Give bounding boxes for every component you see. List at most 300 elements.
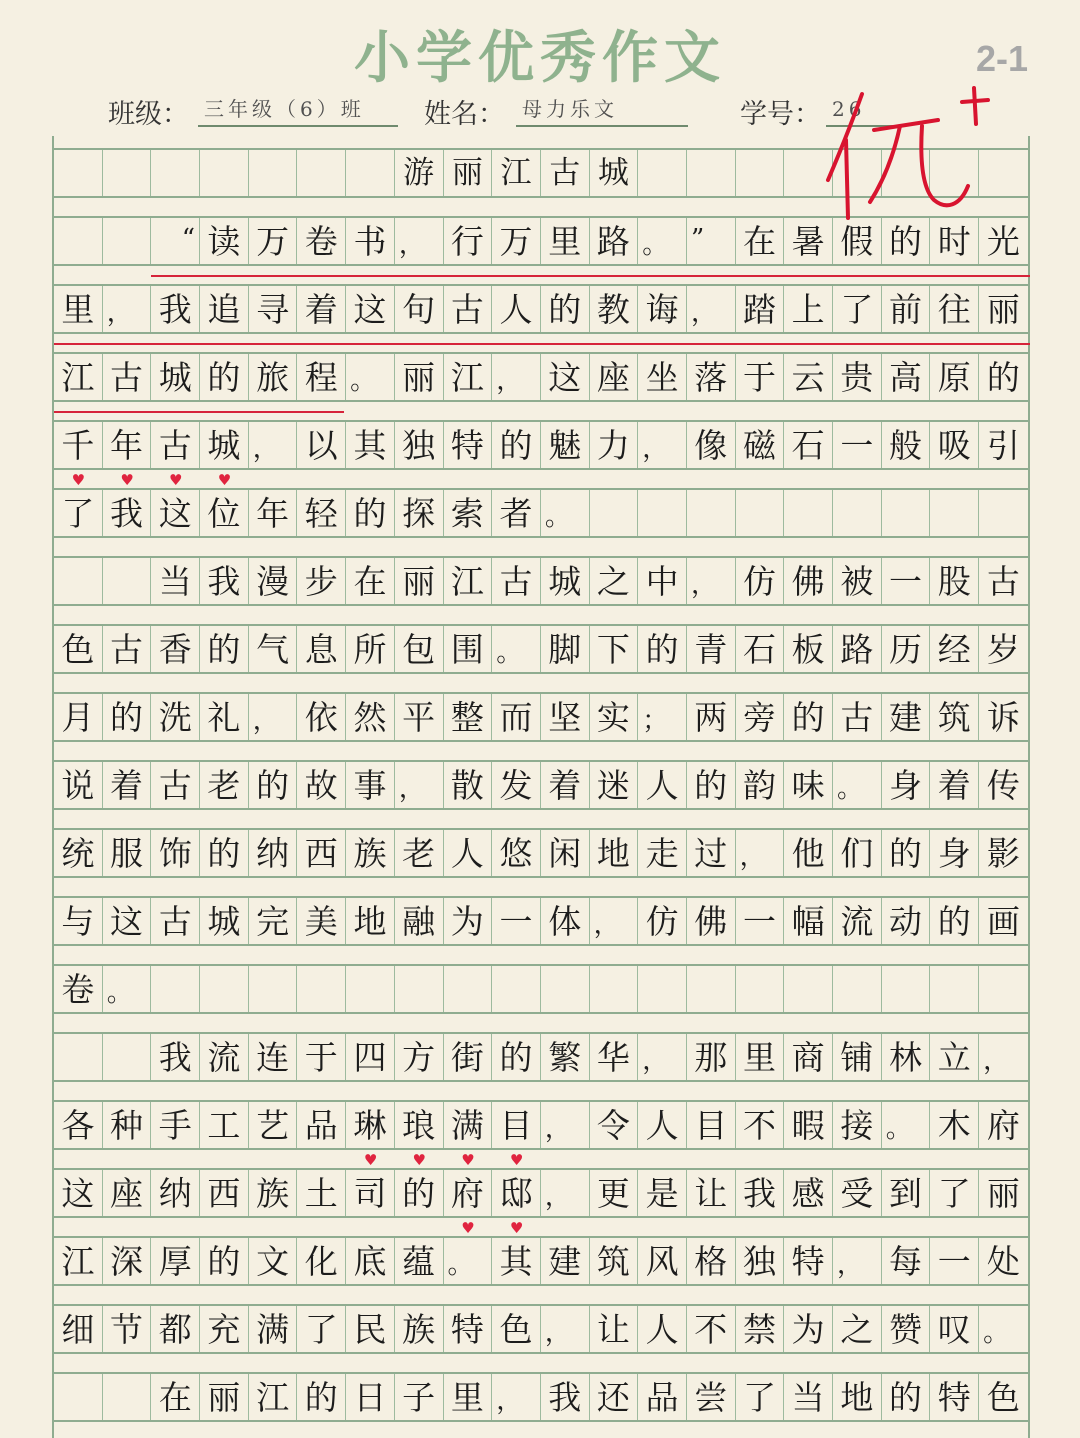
grid-char: 。 <box>444 1238 493 1284</box>
grid-char: 实 <box>590 694 639 740</box>
grid-char: 历 <box>882 626 931 672</box>
grid-cell <box>103 1034 152 1080</box>
grid-char: 之 <box>833 1306 882 1352</box>
grid-char: 城 <box>151 354 200 400</box>
grid-char: 色 <box>986 1377 1020 1417</box>
grid-char: ” <box>687 218 736 264</box>
grid-char: 岁 <box>986 629 1020 669</box>
grid-char: 丽 <box>395 558 444 604</box>
grid-char: 风 <box>638 1238 687 1284</box>
class-label: 班级： <box>108 99 189 130</box>
grid-char: 的 <box>638 626 687 672</box>
grid-char: 铺 <box>833 1034 882 1080</box>
grid-char: 族 <box>346 830 395 876</box>
grid-char: 的 <box>200 1238 249 1284</box>
grid-char: 其 <box>346 422 395 468</box>
grid-char: 教 <box>590 286 639 332</box>
grid-char: 坐 <box>638 354 687 400</box>
grid-char: 整 <box>444 694 493 740</box>
grid-char: 围 <box>444 626 493 672</box>
grid-cell <box>200 966 249 1012</box>
grid-char: 在 <box>736 218 785 264</box>
grid-cell <box>103 1374 152 1420</box>
grid-char: 我 <box>541 1374 590 1420</box>
grid-char: 这 <box>103 898 152 944</box>
grid-char: 踏 <box>736 286 785 332</box>
grid-char: ， <box>638 422 687 468</box>
grid-char: 的 <box>930 898 979 944</box>
grid-char: 万 <box>249 218 298 264</box>
grid-char: 江 <box>444 354 493 400</box>
grid-char: 走 <box>638 830 687 876</box>
grid-cell <box>687 966 736 1012</box>
grid-char: 漫 <box>249 558 298 604</box>
grid-cell <box>346 966 395 1012</box>
grid-char: ， <box>687 558 736 604</box>
grid-char: 青 <box>687 626 736 672</box>
grid-char: 在 <box>346 558 395 604</box>
grid-char: 饰 <box>151 830 200 876</box>
grid-char: ， <box>395 218 444 264</box>
grid-char: 那 <box>687 1034 736 1080</box>
grid-cell <box>687 150 736 196</box>
grid-char: 卷 <box>297 218 346 264</box>
grid-cell <box>54 218 103 264</box>
grid-char: 所 <box>346 626 395 672</box>
grid-char: 江 <box>54 354 103 400</box>
grid-char: 尝 <box>687 1374 736 1420</box>
grid-char: 座 <box>590 354 639 400</box>
grid-char: ， <box>590 898 639 944</box>
grid-char: 特 <box>784 1238 833 1284</box>
grid-char: 了 <box>736 1374 785 1420</box>
student-id-label: 学号： <box>740 99 821 130</box>
grid-char: 筑 <box>930 694 979 740</box>
grid-cell <box>687 490 736 536</box>
grid-char: 人 <box>444 830 493 876</box>
grid-cell <box>882 490 931 536</box>
grid-char: 独 <box>736 1238 785 1284</box>
grade-mark-excellent-plus <box>822 82 1002 222</box>
grid-char: 古 <box>151 898 200 944</box>
grid-cell <box>297 150 346 196</box>
grid-char: 独 <box>395 422 444 468</box>
grid-char: 不 <box>687 1306 736 1352</box>
heart-mark-icon: ♥ <box>363 1151 378 1169</box>
essay-line <box>54 420 1028 470</box>
grid-char: 了 <box>833 286 882 332</box>
grid-char: 色 <box>492 1306 541 1352</box>
grid-char: 为 <box>444 898 493 944</box>
grid-char: 江 <box>444 558 493 604</box>
grid-char: ， <box>492 354 541 400</box>
grid-char: 寻 <box>249 286 298 332</box>
grid-char: 地 <box>833 1374 882 1420</box>
grid-char: 身 <box>930 830 979 876</box>
grid-char: 云 <box>784 354 833 400</box>
grid-char: 古 <box>103 354 152 400</box>
grid-cell <box>784 966 833 1012</box>
grid-char: 这 <box>54 1170 103 1216</box>
grid-char: 的 <box>687 762 736 808</box>
grid-char: 里 <box>444 1374 493 1420</box>
grid-cell <box>54 1374 103 1420</box>
grid-char: 步 <box>297 558 346 604</box>
grid-char: 仿 <box>736 558 785 604</box>
grid-char: 们 <box>833 830 882 876</box>
grid-char: 坚 <box>541 694 590 740</box>
essay-line <box>54 1304 1028 1354</box>
grid-char: 旅 <box>249 354 298 400</box>
grid-char: 我 <box>151 286 200 332</box>
grid-char: ， <box>983 1046 1010 1076</box>
grid-char: 像 <box>687 422 736 468</box>
grid-char: 。 <box>983 1318 1010 1348</box>
grid-char: 地 <box>590 830 639 876</box>
grid-char: 老 <box>200 762 249 808</box>
grid-char: 这 <box>151 490 200 536</box>
essay-line <box>54 352 1028 402</box>
grid-char: ； <box>638 694 687 740</box>
grid-char: 都 <box>151 1306 200 1352</box>
grid-char: 了 <box>930 1170 979 1216</box>
grid-char: 探 <box>395 490 444 536</box>
grid-cell <box>249 150 298 196</box>
grid-char: 纳 <box>151 1170 200 1216</box>
grid-char: 者 <box>492 490 541 536</box>
grid-char: 琅 <box>395 1102 444 1148</box>
grid-char: 仿 <box>638 898 687 944</box>
grid-char: 特 <box>930 1374 979 1420</box>
grid-char: 品 <box>638 1374 687 1420</box>
grid-char: ， <box>541 1102 590 1148</box>
grid-char: 经 <box>930 626 979 672</box>
grid-cell <box>930 966 979 1012</box>
grid-char: ， <box>541 1306 590 1352</box>
grid-cell <box>54 558 103 604</box>
grid-char: 于 <box>297 1034 346 1080</box>
grid-char: 每 <box>882 1238 931 1284</box>
grid-char: 格 <box>687 1238 736 1284</box>
grid-char: 卷 <box>54 966 103 1012</box>
grid-char: 着 <box>930 762 979 808</box>
grid-char: 前 <box>882 286 931 332</box>
grid-cell <box>736 490 785 536</box>
grid-char: 古 <box>541 150 590 196</box>
grid-char: 一 <box>833 422 882 468</box>
grid-char: 着 <box>297 286 346 332</box>
grid-char: 动 <box>882 898 931 944</box>
grid-char: 旁 <box>736 694 785 740</box>
grid-char: 艺 <box>249 1102 298 1148</box>
grid-char: 时 <box>930 218 979 264</box>
grid-char: 土 <box>297 1170 346 1216</box>
grid-char: ， <box>638 1034 687 1080</box>
essay-line <box>54 1236 1028 1286</box>
page-title: 小学优秀作文 <box>354 26 726 91</box>
grid-char: 府 <box>444 1170 493 1216</box>
grid-char: 的 <box>249 762 298 808</box>
grid-char: 还 <box>590 1374 639 1420</box>
grid-char: 。 <box>638 218 687 264</box>
grid-char: 的 <box>784 694 833 740</box>
essay-line <box>54 692 1028 742</box>
grid-char: 力 <box>590 422 639 468</box>
grid-char: 流 <box>200 1034 249 1080</box>
grid-char: 司 <box>346 1170 395 1216</box>
grid-char: 城 <box>541 558 590 604</box>
grid-char: 暇 <box>784 1102 833 1148</box>
grid-char: 感 <box>784 1170 833 1216</box>
heart-mark-icon: ♥ <box>461 1219 475 1237</box>
grid-char: 城 <box>590 150 639 196</box>
grid-char: 佛 <box>687 898 736 944</box>
grid-char: 城 <box>200 898 249 944</box>
grid-char: 气 <box>249 626 298 672</box>
grid-char: 府 <box>986 1105 1020 1145</box>
grid-cell <box>54 150 103 196</box>
grid-char: 蕴 <box>395 1238 444 1284</box>
grid-char: 让 <box>590 1306 639 1352</box>
essay-line <box>54 216 1028 266</box>
grid-char: ， <box>687 286 736 332</box>
grid-cell <box>590 966 639 1012</box>
grid-char: “ <box>151 218 200 264</box>
grid-char: 年 <box>103 422 152 468</box>
grid-char: ， <box>395 762 444 808</box>
essay-line <box>54 828 1028 878</box>
grid-char: 立 <box>930 1034 979 1080</box>
grid-char: 下 <box>590 626 639 672</box>
grid-char: 江 <box>54 1238 103 1284</box>
grid-char: 以 <box>297 422 346 468</box>
grid-char: 轻 <box>297 490 346 536</box>
grid-char: 建 <box>541 1238 590 1284</box>
grid-cell <box>638 490 687 536</box>
grid-char: 事 <box>346 762 395 808</box>
red-underline <box>54 343 1030 345</box>
grid-cell <box>784 490 833 536</box>
grid-char: 千 <box>54 422 103 468</box>
grid-cell <box>103 218 152 264</box>
grid-cell <box>346 150 395 196</box>
grid-char: 的 <box>346 490 395 536</box>
grid-char: 的 <box>882 218 931 264</box>
grid-char: 繁 <box>541 1034 590 1080</box>
page-number: 2-1 <box>975 38 1028 79</box>
grid-cell <box>444 966 493 1012</box>
essay-line <box>54 760 1028 810</box>
name-label: 姓名： <box>424 99 505 130</box>
grid-cell <box>200 150 249 196</box>
essay-line <box>54 488 1028 538</box>
grid-char: 闲 <box>541 830 590 876</box>
grid-char: 充 <box>200 1306 249 1352</box>
grid-char: 的 <box>986 357 1020 397</box>
heart-mark-icon: ♥ <box>509 1219 524 1237</box>
grid-char: 影 <box>986 833 1020 873</box>
grid-char: 人 <box>638 762 687 808</box>
essay-line <box>54 284 1028 334</box>
grid-char: 一 <box>736 898 785 944</box>
grid-char: 。 <box>541 490 590 536</box>
grid-char: 说 <box>54 762 103 808</box>
grid-char: 引 <box>986 425 1020 465</box>
grid-char: 林 <box>882 1034 931 1080</box>
grid-char: 传 <box>986 765 1020 805</box>
grid-cell <box>638 150 687 196</box>
grid-char: 画 <box>986 901 1020 941</box>
grid-char: 散 <box>444 762 493 808</box>
grid-char: 令 <box>590 1102 639 1148</box>
heart-mark-icon: ♥ <box>169 471 183 489</box>
grid-char: 魅 <box>541 422 590 468</box>
grid-char: 方 <box>395 1034 444 1080</box>
grid-char: 节 <box>103 1306 152 1352</box>
grid-char: 包 <box>395 626 444 672</box>
grid-cell <box>736 966 785 1012</box>
grid-char: 悠 <box>492 830 541 876</box>
student-id-value: 26 <box>826 95 896 127</box>
grid-char: 假 <box>833 218 882 264</box>
grid-char: 的 <box>492 1034 541 1080</box>
grid-char: 底 <box>346 1238 395 1284</box>
grid-char: 石 <box>784 422 833 468</box>
grid-char: 幅 <box>784 898 833 944</box>
grid-cell <box>541 966 590 1012</box>
grid-char: 我 <box>736 1170 785 1216</box>
grid-char: 的 <box>103 694 152 740</box>
grid-char: 追 <box>200 286 249 332</box>
grid-char: 丽 <box>200 1374 249 1420</box>
grid-char: 而 <box>492 694 541 740</box>
grid-char: 四 <box>346 1034 395 1080</box>
grid-char: 往 <box>930 286 979 332</box>
grid-char: 古 <box>833 694 882 740</box>
grid-char: 光 <box>986 221 1020 261</box>
grid-char: 过 <box>687 830 736 876</box>
grid-char: 目 <box>687 1102 736 1148</box>
grid-char: 融 <box>395 898 444 944</box>
grid-char: 工 <box>200 1102 249 1148</box>
essay-line <box>54 1168 1028 1218</box>
grid-char: 平 <box>395 694 444 740</box>
grid-char: 路 <box>833 626 882 672</box>
essay-line <box>54 896 1028 946</box>
grid-char: 于 <box>736 354 785 400</box>
grid-char: 的 <box>492 422 541 468</box>
grid-char: ， <box>103 286 152 332</box>
grid-cell <box>638 966 687 1012</box>
grid-char: 的 <box>882 1374 931 1420</box>
grid-char: 香 <box>151 626 200 672</box>
grid-char: 息 <box>297 626 346 672</box>
grid-cell <box>151 966 200 1012</box>
grid-char: 索 <box>444 490 493 536</box>
grid-char: 民 <box>346 1306 395 1352</box>
grid-char: 子 <box>395 1374 444 1420</box>
heart-mark-icon: ♥ <box>412 1151 426 1169</box>
grid-char: 暑 <box>784 218 833 264</box>
grid-char: 街 <box>444 1034 493 1080</box>
grid-char: 色 <box>54 626 103 672</box>
grid-cell <box>979 966 1028 1012</box>
grid-char: 西 <box>200 1170 249 1216</box>
grid-char: 月 <box>54 694 103 740</box>
grid-char: 。 <box>833 762 882 808</box>
grid-char: 建 <box>882 694 931 740</box>
grid-char: 了 <box>54 490 103 536</box>
grid-char: 洗 <box>151 694 200 740</box>
grid-char: 细 <box>54 1306 103 1352</box>
essay-line <box>54 556 1028 606</box>
grid-cell <box>103 558 152 604</box>
grid-cell <box>249 966 298 1012</box>
red-underline <box>151 275 1030 277</box>
grid-cell <box>151 150 200 196</box>
grid-char: 脚 <box>541 626 590 672</box>
grid-char: 江 <box>249 1374 298 1420</box>
grid-cell <box>833 490 882 536</box>
grid-char: 的 <box>395 1170 444 1216</box>
grid-char: 不 <box>736 1102 785 1148</box>
grid-char: 吸 <box>930 422 979 468</box>
grid-cell <box>297 966 346 1012</box>
grid-char: 味 <box>784 762 833 808</box>
grid-cell <box>492 966 541 1012</box>
grid-char: 美 <box>297 898 346 944</box>
grid-char: 位 <box>200 490 249 536</box>
grid-char: 般 <box>882 422 931 468</box>
grid-char: 他 <box>784 830 833 876</box>
grid-char: 万 <box>492 218 541 264</box>
grid-char: 板 <box>784 626 833 672</box>
grid-char: 古 <box>151 422 200 468</box>
grid-char: 古 <box>492 558 541 604</box>
grid-char: 我 <box>103 490 152 536</box>
grid-char: 行 <box>444 218 493 264</box>
grid-char: 诲 <box>638 286 687 332</box>
red-underline <box>54 411 344 413</box>
grid-char: 书 <box>346 218 395 264</box>
grid-char: 座 <box>103 1170 152 1216</box>
grid-char: 文 <box>249 1238 298 1284</box>
grid-char: 丽 <box>986 1173 1020 1213</box>
grid-char: 石 <box>736 626 785 672</box>
grid-cell <box>590 490 639 536</box>
grid-char: 的 <box>200 830 249 876</box>
grid-char: ， <box>249 694 298 740</box>
grid-char: 化 <box>297 1238 346 1284</box>
grid-char: 深 <box>103 1238 152 1284</box>
grid-char: 磁 <box>736 422 785 468</box>
grid-char: 特 <box>444 1306 493 1352</box>
grid-char: ， <box>833 1238 882 1284</box>
grid-char: 这 <box>541 354 590 400</box>
grid-char: 一 <box>930 1238 979 1284</box>
heart-mark-icon: ♥ <box>461 1151 475 1169</box>
grid-char: 手 <box>151 1102 200 1148</box>
grid-char: 。 <box>882 1102 931 1148</box>
class-value: 三年级（6）班 <box>198 95 398 127</box>
grid-char: 礼 <box>200 694 249 740</box>
essay-line <box>54 624 1028 674</box>
grid-char: 一 <box>492 898 541 944</box>
grid-char: 我 <box>200 558 249 604</box>
grid-char: 在 <box>151 1374 200 1420</box>
grid-char: 华 <box>590 1034 639 1080</box>
grid-char: 中 <box>638 558 687 604</box>
